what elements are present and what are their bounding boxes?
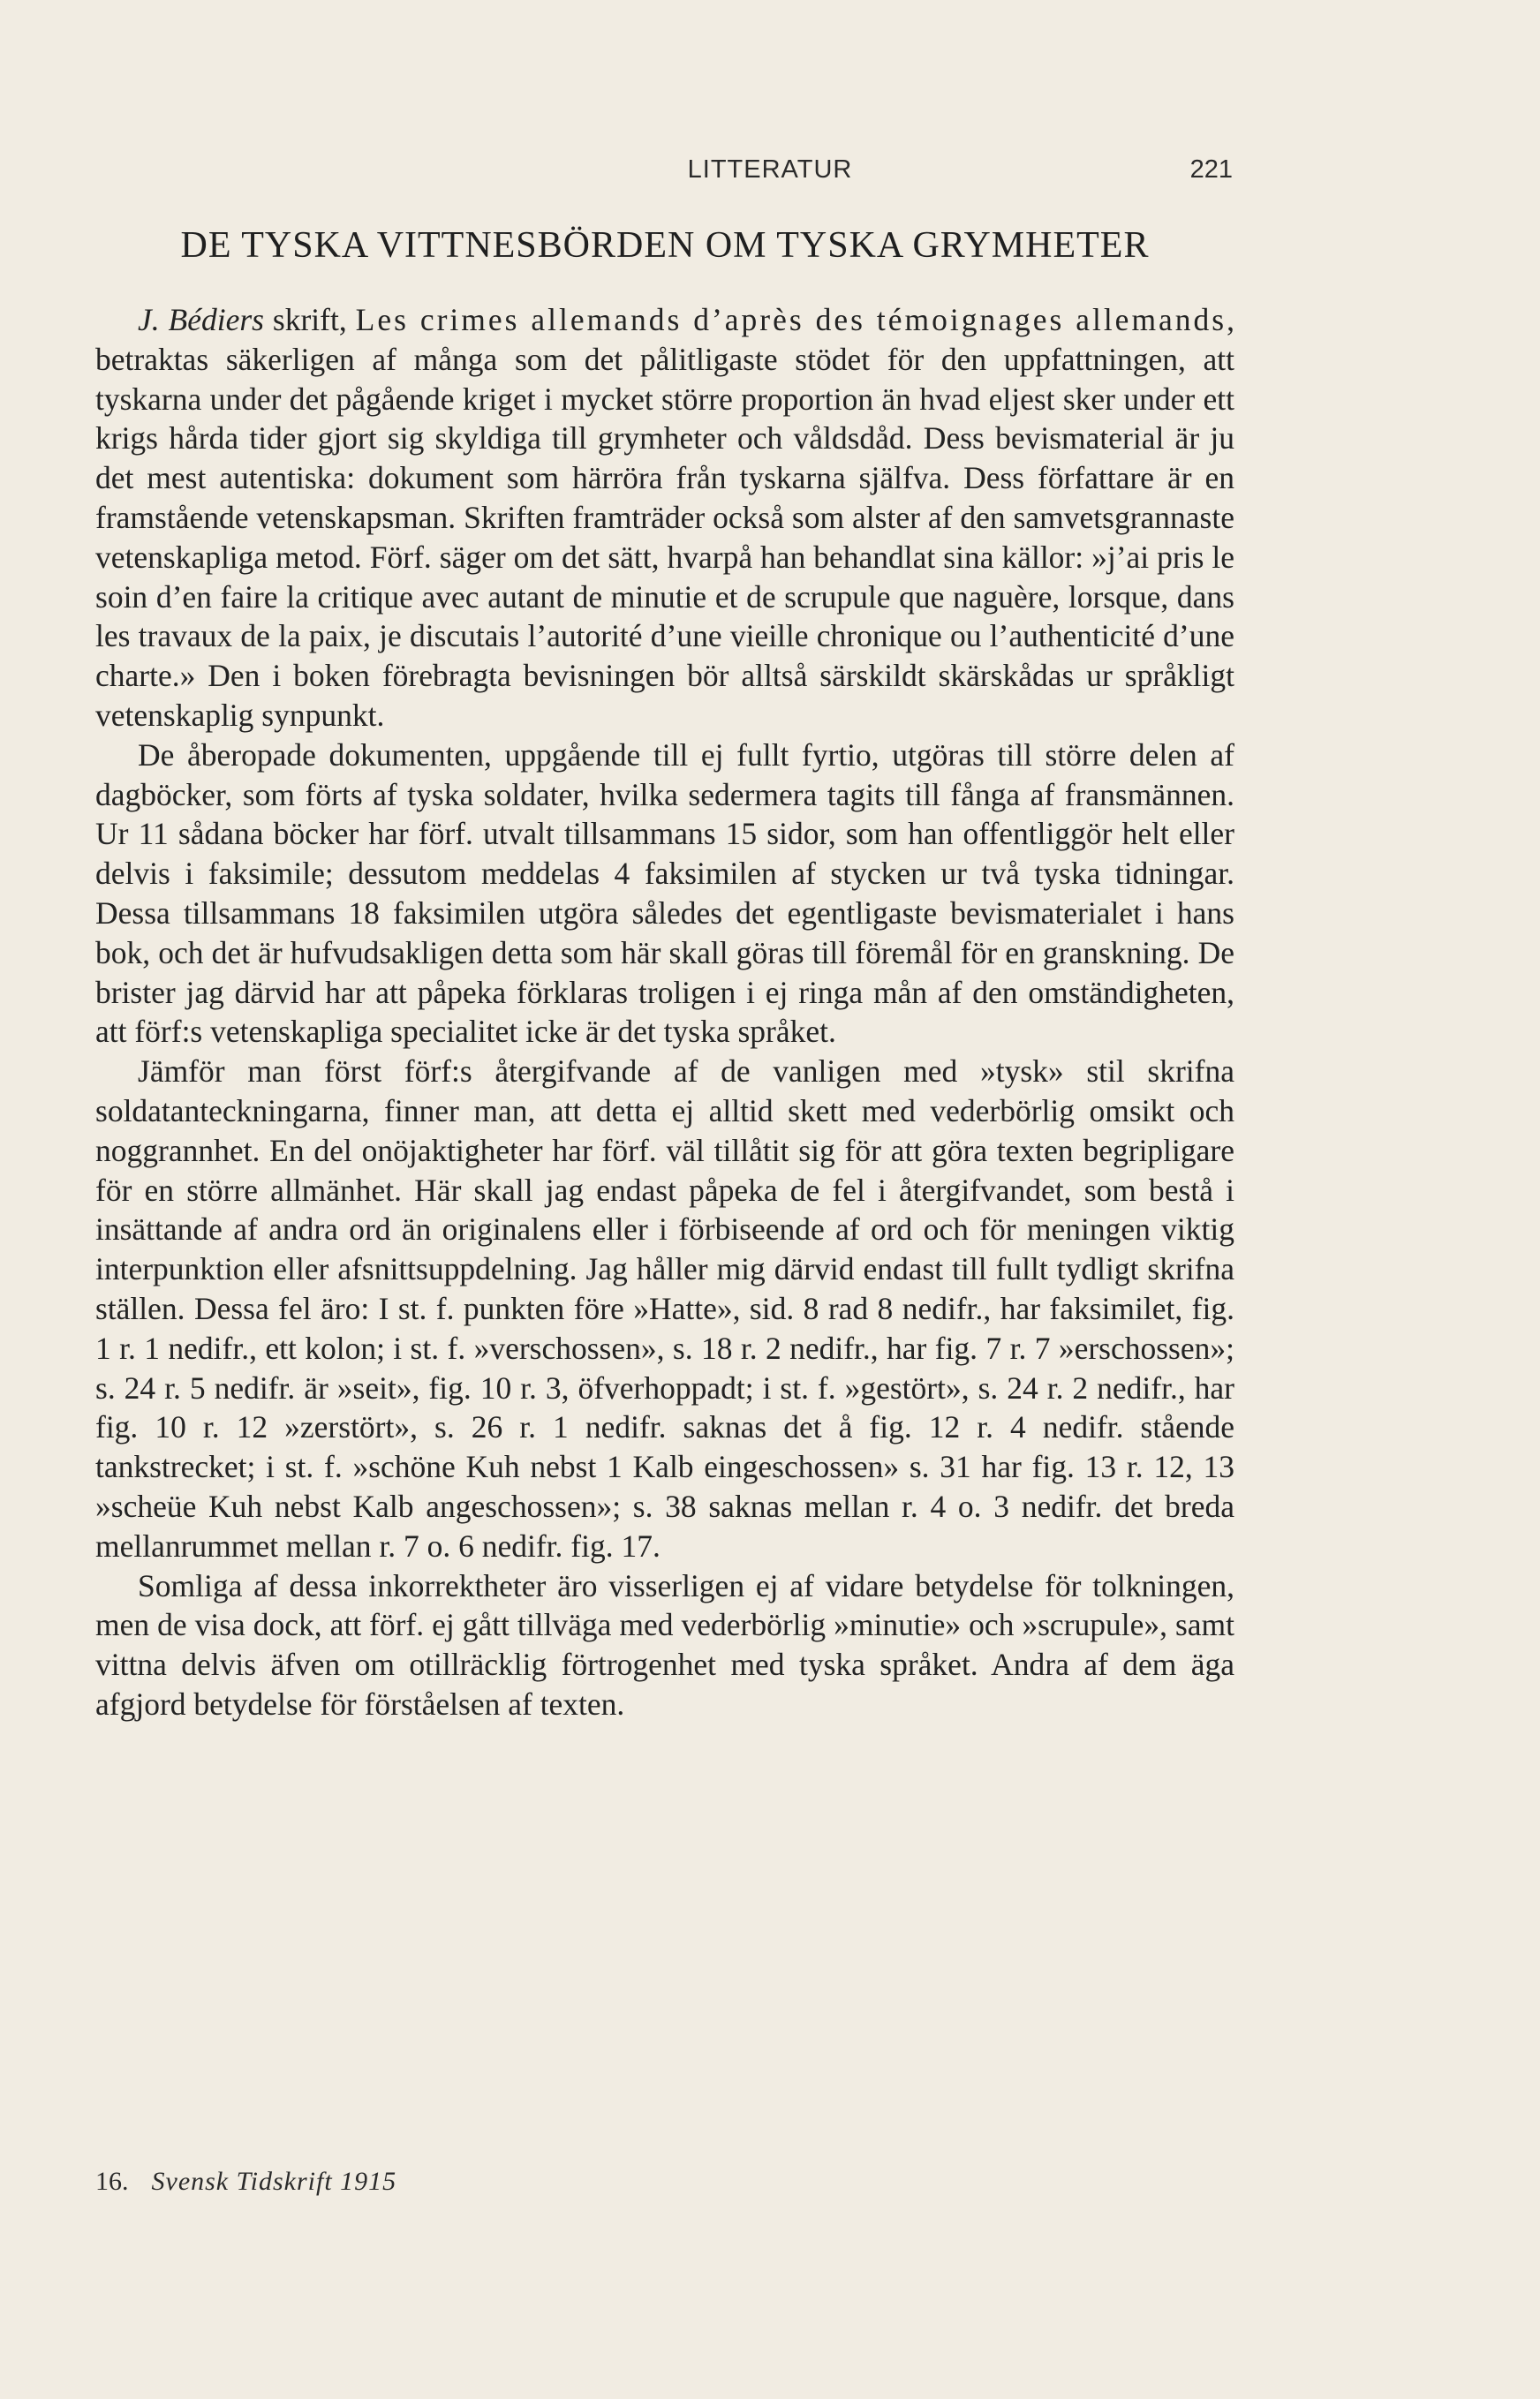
article-body: [95, 300, 1234, 1724]
paragraph-2: De åberopade dokumenten, uppgående till ej fullt fyrtio, utgöras till större delen af dagböcker, som förts af tyska soldater, hvilka sedermera tagits till fånga af fransmännen. Ur 11 sådana böcker har förf. utvalt tillsammans 15 sidor, som han offentliggör helt eller delvis i faksimile; dessutom meddelas 4 faksimilen af stycken ur två tyska tidningar. Dessa tillsammans 18 faksimilen utgöra således det egentligaste bevismaterialet i hans bok, och det är hufvudsakligen detta som här skall göras till föremål för en granskning. De brister jag därvid har att påpeka förklaras troligen i ej ringa mån af den omständigheten, att förf:s vetenskapliga specialitet icke är det tyska språket.: [95, 736, 1234, 1050]
paragraph-1-text-b: , betraktas säkerligen af många som det pålitligaste stödet för den uppfattningen, att tyskarna under det pågående kriget i mycket större proportion än hvad eljest sker under ett krigs hårda tider gjort sig skyldiga till grymheter och våldsdåd. Dess bevismaterial är ju det mest autentiska: dokument som härröra från tyskarna själfva. Dess författare är en framstående vetenskapsman. Skriften framträder också som alster af den samvetsgrannaste vetenskapliga metod. Förf. säger om det sätt, hvarpå han behandlat sina källor: »j’ai pris le soin d’en faire la critique avec autant de minutie et de scrupule que naguère, lorsque, dans les travaux de la paix, je discutais l’autorité d’une vieille chronique ou l’authenticité d’une charte.» Den i boken förebragta bevisningen bör alltså särskildt skärskådas ur språkligt vetenskaplig synpunkt.: [95, 302, 1235, 733]
paragraph-1-text-a: skrift,: [264, 302, 356, 337]
paragraph-3: Jämför man först förf:s återgifvande af de vanligen med »tysk» stil skrifna soldatanteckningarna, finner man, att detta ej alltid skett med vederbörlig omsikt och noggrannhet. En del onöjaktigheter har förf. väl tillåtit sig för att göra texten begripligare för en större allmänhet. Här skall jag endast påpeka de fel i återgifvandet, som bestå i insättande af andra ord än originalens eller i förbiseende af ord och för meningen viktig interpunktion eller afsnittsuppdelning. Jag håller mig därvid endast till fullt tydligt skrifna ställen. Dessa fel äro: I st. f. punkten före »Hatte», sid. 8 rad 8 nedifr., har faksimilet, fig. 1 r. 1 nedifr., ett kolon; i st. f. »verschossen», s. 18 r. 2 nedifr., har fig. 7 r. 7 »erschossen»; s. 24 r. 5 nedifr. är »seit», fig. 10 r. 3, öfverhoppadt; i st. f. »gestört», s. 24 r. 2 nedifr., har fig. 10 r. 12 »zerstört», s. 26 r. 1 nedifr. saknas det å fig. 12 r. 4 nedifr. stående tankstrecket; i st. f. »schöne Kuh nebst 1 Kalb eingeschossen» s. 31 har fig. 13 r. 12, 13 »scheüe Kuh nebst Kalb angeschossen»; s. 38 saknas mellan r. 4 o. 3 nedifr. det breda mellanrummet mellan r. 7 o. 6 nedifr. fig. 17.: [95, 1053, 1234, 1564]
paragraph-4: Somliga af dessa inkorrektheter äro visserligen ej af vidare betydelse för tolkningen, men de visa dock, att förf. ej gått tillväga med vederbörlig »minutie» och »scrupule», samt vittna delvis äfven om otillräcklig förtrogenhet med tyska språket. Andra af dem äga afgjord betydelse för förståelsen af texten.: [95, 1567, 1234, 1722]
footer: [95, 2167, 396, 2197]
signature-mark: 16.: [95, 2167, 129, 2196]
journal-name: Svensk Tidskrift 1915: [151, 2167, 397, 2196]
author-name: J. Bédiers: [138, 302, 264, 337]
running-head: [0, 155, 1540, 200]
page-number: 221: [1189, 155, 1233, 184]
article-title: DE TYSKA VITTNESBÖRDEN OM TYSKA GRYMHETER: [180, 225, 1150, 266]
paragraph-1: [95, 300, 1234, 736]
running-head-title: LITTERATUR: [687, 155, 853, 184]
cited-work-title: Les crimes allemands d’après des témoignages allemands: [355, 302, 1227, 337]
